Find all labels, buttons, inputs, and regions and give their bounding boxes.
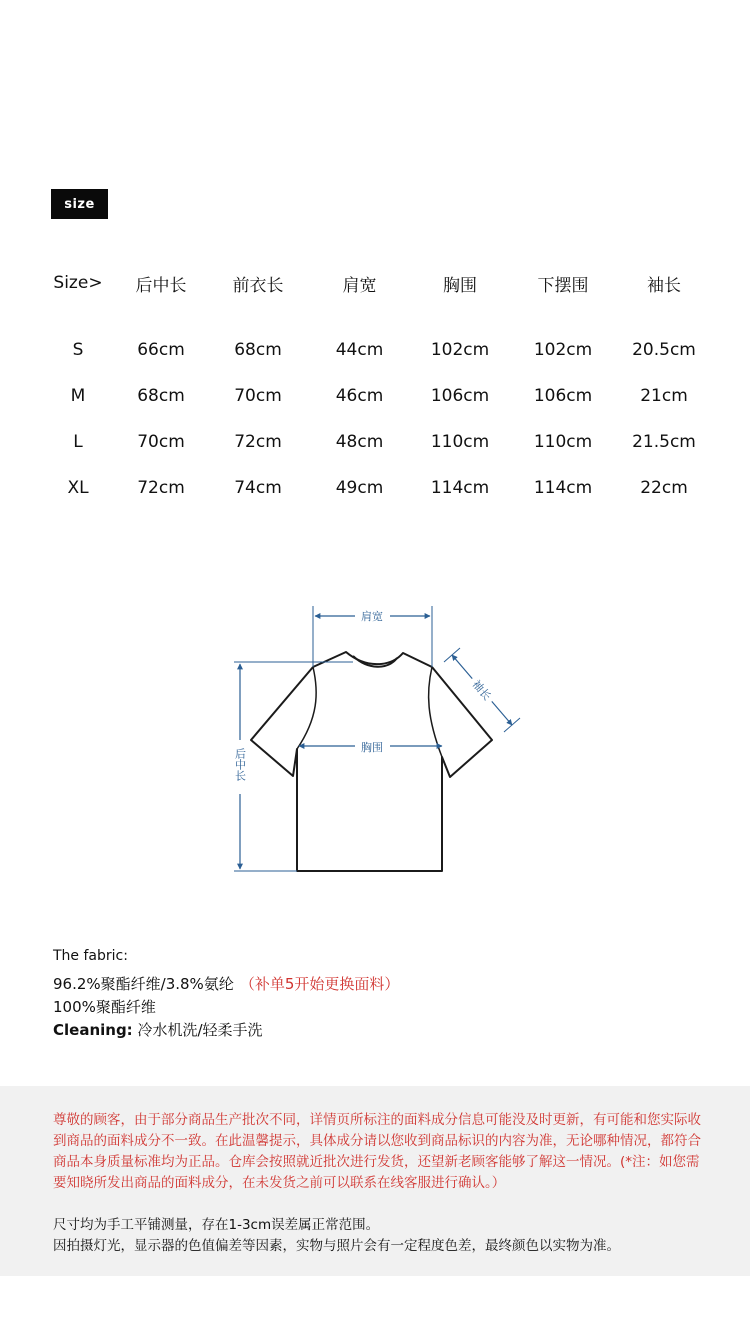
header-chest: 胸围 [443,275,477,296]
fabric-line-1 [53,973,399,996]
color-note: 因拍摄灯光，显示器的色值偏差等因素，实物与照片会有一定程度色差，最终颜色以实物为准。 [53,1238,620,1254]
header-front-length: 前衣长 [232,275,284,296]
cleaning-label: Cleaning: [53,1021,133,1039]
sleeve-guide-bottom [504,718,520,732]
fabric-change-note: （补单5开始更换面料） [239,975,400,993]
fabric-disclaimer: 尊敬的顾客，由于部分商品生产批次不同，详情页所标注的面料成分信息可能没及时更新，有可能和您实际收到商品的面料成分不一致。在此温馨提示，具体成分请以您收到商品标识的内容为准，无论哪种情况，都符合商品本身质量标准均为正品。仓库会按照就近批次进行发货，还望新老顾客能够了解这一情况。(*注：如您需要知晓所发出商品的面料成分，在未发货之前可以联系在线客服进行确认。） [53,1112,701,1191]
table-cell: 44cm [335,340,384,360]
table-cell: 21cm [640,386,688,406]
table-row [28,327,740,373]
header-sleeve: 袖长 [647,275,681,296]
table-row [28,465,740,511]
header-back-length: 后中长 [135,275,187,296]
fabric-composition-1: 96.2%聚酯纤维/3.8%氨纶 [53,975,234,993]
size-table [28,262,740,511]
table-cell: XL [67,478,89,498]
table-cell: 72cm [137,478,185,498]
table-cell: 70cm [137,432,185,452]
table-cell: 110cm [430,432,490,452]
cleaning-value: 冷水机洗/轻柔手洗 [137,1021,263,1039]
header-shoulder: 肩宽 [342,275,377,296]
shoulder-label: 肩宽 [361,610,383,623]
table-cell: 114cm [533,478,593,498]
size-section-tag: size [51,189,108,219]
table-cell: 49cm [335,478,384,498]
table-cell: 20.5cm [632,340,696,360]
chest-label: 胸围 [361,741,383,754]
table-row [28,419,740,465]
table-cell: L [73,432,83,452]
sleeve-seam-right [429,667,442,757]
table-cell: S [72,340,84,360]
table-cell: 66cm [137,340,185,360]
back-length-label: 后中长 [233,748,247,781]
fabric-info [53,948,399,1042]
table-cell: 110cm [533,432,593,452]
table-cell: 48cm [335,432,384,452]
notice-panel [0,1086,750,1276]
tshirt-outline [251,652,492,871]
table-cell: 74cm [234,478,282,498]
table-cell: 68cm [137,386,185,406]
measurement-note: 尺寸均为手工平铺测量，存在1-3cm误差属正常范围。 [53,1217,380,1233]
header-size: Size> [53,273,103,293]
table-cell: 72cm [234,432,282,452]
sleeve-seam-left [297,667,316,749]
table-cell: 114cm [430,478,490,498]
size-table-header [28,262,740,304]
fabric-title: The fabric: [53,948,128,964]
cleaning-line [53,1019,399,1042]
sleeve-label: 袖长 [469,677,494,703]
table-cell: 46cm [335,386,384,406]
table-row [28,373,740,419]
table-cell: 106cm [430,386,490,406]
table-cell: 102cm [430,340,490,360]
table-cell: 21.5cm [632,432,696,452]
table-cell: 68cm [234,340,282,360]
tshirt-measurement-diagram [220,598,540,888]
fabric-composition-2: 100%聚酯纤维 [53,998,156,1016]
header-hem: 下摆围 [537,275,589,296]
table-cell: 22cm [640,478,688,498]
table-cell: 70cm [234,386,282,406]
table-cell: 102cm [533,340,593,360]
table-cell: M [70,386,86,406]
sleeve-guide-top [444,648,460,662]
table-cell: 106cm [533,386,593,406]
